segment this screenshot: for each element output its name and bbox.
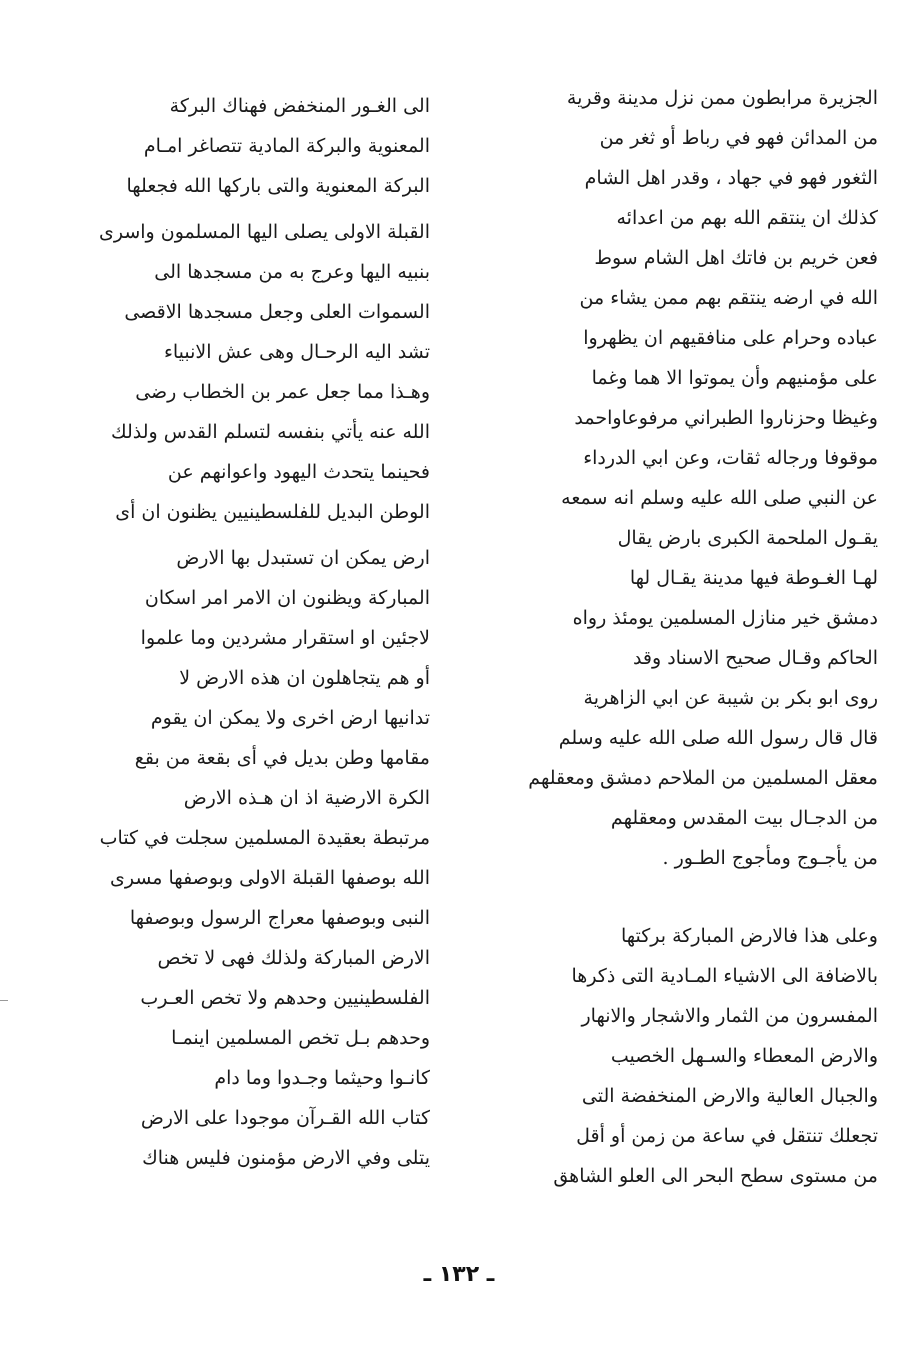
text-line: من مستوى سطح البحر الى العلو الشاهق (553, 1165, 878, 1187)
text-line: فعن خريم بن فاتك اهل الشام سوط (594, 247, 878, 269)
left-paragraph-2 (78, 212, 430, 532)
text-line: أو هم يتجاهلون ان هذه الارض لا (179, 667, 430, 689)
text-line: من يأجـوج ومأجوج الطـور . (662, 847, 878, 869)
left-column (78, 86, 430, 1178)
text-line: الفلسطينيين وحدهم ولا تخص العـرب (140, 987, 430, 1009)
text-line: الله في ارضه ينتقم بهم ممن يشاء من (579, 287, 878, 309)
text-line: روى ابو بكر بن شيبة عن ابي الزاهرية (583, 687, 878, 709)
text-line: وحدهم بـل تخص المسلمين اينمـا (171, 1027, 430, 1049)
left-paragraph-1 (78, 86, 430, 206)
text-line: الوطن البديل للفلسطينيين يظنون ان أى (115, 501, 430, 523)
text-line: يتلى وفي الارض مؤمنون فليس هناك (142, 1147, 430, 1169)
text-line: فحينما يتحدث اليهود واعوانهم عن (167, 461, 430, 483)
text-line: تجعلك تنتقل في ساعة من زمن أو أقل (576, 1125, 878, 1147)
text-line: المفسرون من الثمار والاشجار والانهار (581, 1005, 878, 1027)
text-line: الكرة الارضية اذ ان هـذه الارض (183, 787, 430, 809)
text-line: على مؤمنيهم وأن يموتوا الا هما وغما (591, 367, 878, 389)
text-line: تدانيها ارض اخرى ولا يمكن ان يقوم (150, 707, 430, 729)
left-paragraph-3 (78, 538, 430, 1178)
text-line: من الدجـال بيت المقدس ومعقلهم (610, 807, 878, 829)
text-line: بالاضافة الى الاشياء المـادية التى ذكرها (571, 965, 878, 987)
text-line: النبى وبوصفها معراج الرسول وبوصفها (129, 907, 430, 929)
text-line: بنبيه اليها وعرج به من مسجدها الى (154, 261, 430, 283)
text-line: مقامها وطن بديل في أى بقعة من بقع (134, 747, 430, 769)
text-line: لاجئين او استقرار مشردين وما علموا (140, 627, 430, 649)
paragraph-spacer (490, 878, 878, 916)
text-line: لهـا الغـوطة فيها مدينة يقـال لها (629, 567, 878, 589)
right-column (490, 78, 878, 1196)
text-line: عن النبي صلى الله عليه وسلم انه سمعه (561, 487, 878, 509)
text-line: البركة المعنوية والتى باركها الله فجعلها (126, 175, 430, 197)
text-line: يقـول الملحمة الكبرى بارض يقال (617, 527, 878, 549)
text-line: السموات العلى وجعل مسجدها الاقصى (124, 301, 430, 323)
text-line: الحاكم وقـال صحيح الاسناد وقد (632, 647, 878, 669)
text-line: المباركة ويظنون ان الامر امر اسكان (144, 587, 430, 609)
text-line: تشد اليه الرحـال وهى عش الانبياء (163, 341, 430, 363)
text-line: كتاب الله القـرآن موجودا على الارض (140, 1107, 430, 1129)
text-line: معقل المسلمين من الملاحم دمشق ومعقلهم (528, 767, 878, 789)
text-line: الثغور فهو في جهاد ، وقدر اهل الشام (584, 167, 878, 189)
text-line: الى الغـور المنخفض فهناك البركة (169, 95, 430, 117)
text-line: القبلة الاولى يصلى اليها المسلمون واسرى (98, 221, 430, 243)
text-line: دمشق خير منازل المسلمين يومئذ رواه (572, 607, 878, 629)
right-paragraph-2 (490, 916, 878, 1196)
text-line: من المدائن فهو في رباط أو ثغر من (599, 127, 878, 149)
text-line: قال قال رسول الله صلى الله عليه وسلم (558, 727, 878, 749)
text-line: الله عنه يأتي بنفسه لتسلم القدس ولذلك (110, 421, 430, 443)
text-line: ارض يمكن ان تستبدل بها الارض (176, 547, 430, 569)
text-line: كانـوا وحيثما وجـدوا وما دام (214, 1067, 430, 1089)
page-number: ـ ١٣٢ ـ (423, 1262, 495, 1287)
text-line: الارض المباركة ولذلك فهى لا تخص (157, 947, 430, 969)
right-paragraph-1 (490, 78, 878, 878)
text-line: وغيظا وحزناروا الطبراني مرفوعاواحمد (574, 407, 878, 429)
text-line: والارض المعطاء والسـهل الخصيب (610, 1045, 878, 1067)
text-line: الجزيرة مرابطون ممن نزل مدينة وقرية (566, 87, 878, 109)
scan-edge-mark (0, 1000, 8, 1001)
text-line: والجبال العالية والارض المنخفضة التى (581, 1085, 878, 1107)
text-line: مرتبطة بعقيدة المسلمين سجلت في كتاب (99, 827, 430, 849)
text-line: الله بوصفها القبلة الاولى وبوصفها مسرى (110, 867, 430, 889)
text-line: المعنوية والبركة المادية تتصاغر امـام (143, 135, 430, 157)
text-line: موقوفا ورجاله ثقات، وعن ابي الدرداء (583, 447, 878, 469)
text-line: كذلك ان ينتقم الله بهم من اعدائه (616, 207, 878, 229)
text-line: وهـذا مما جعل عمر بن الخطاب رضى (135, 381, 430, 403)
text-line: عباده وحرام على منافقيهم ان يظهروا (583, 327, 878, 349)
text-line: وعلى هذا فالارض المباركة بركتها (620, 925, 878, 947)
